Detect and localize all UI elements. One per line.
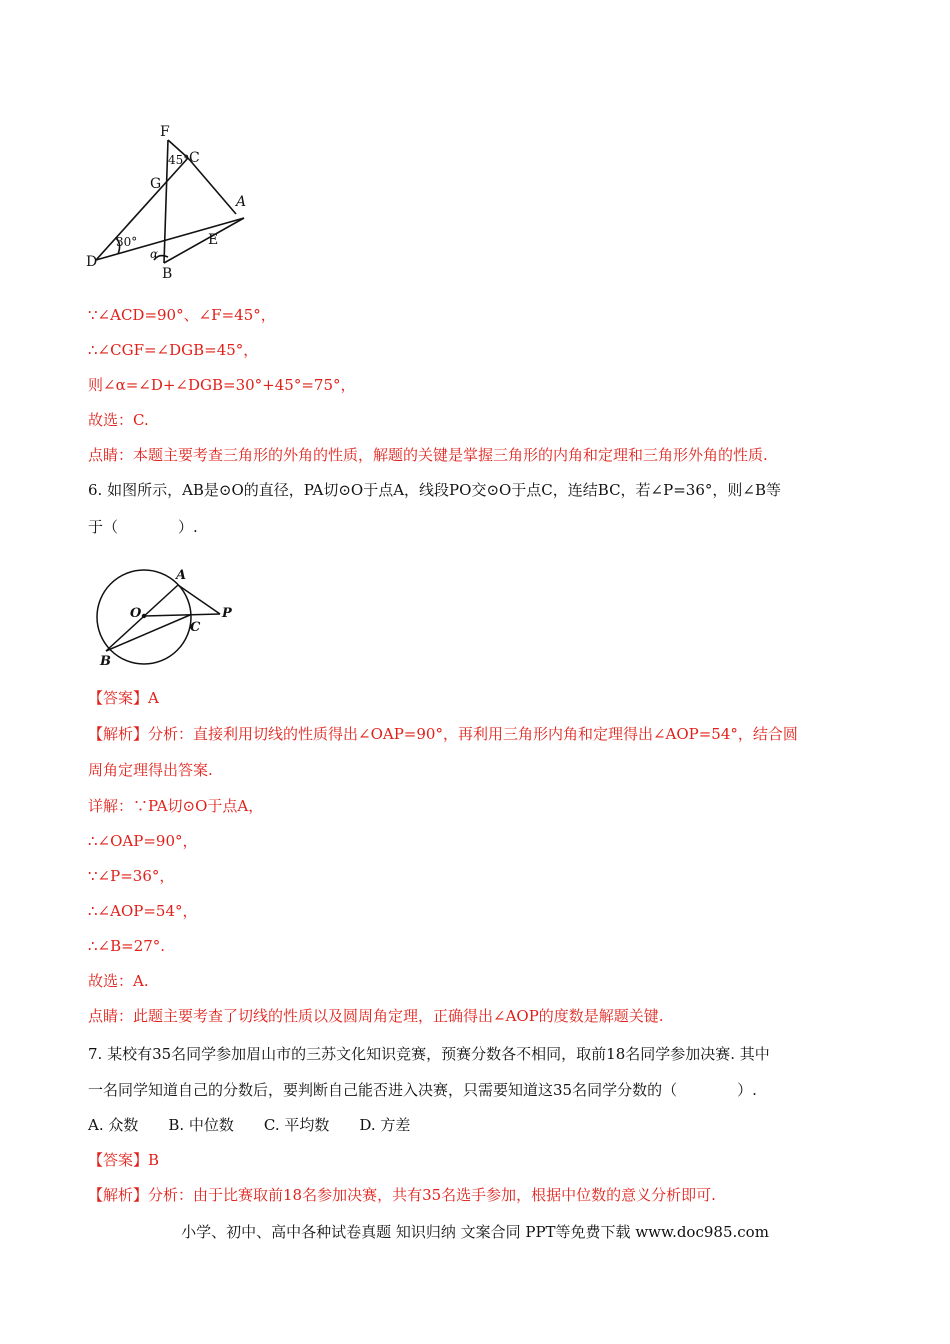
- label-A: A: [236, 194, 247, 210]
- question-7-text: 一名同学知道自己的分数后，要判断自己能否进入决赛，只需要知道这35名同学分数的（ ）.: [88, 1081, 757, 1099]
- label-circle-C: C: [190, 620, 201, 635]
- analysis-text: 周角定理得出答案.: [88, 761, 213, 779]
- solution-text: ∴∠OAP=90°，: [88, 832, 198, 850]
- label-circle-B: B: [100, 654, 111, 669]
- triangle-figure: [84, 120, 254, 280]
- label-E: E: [208, 232, 219, 248]
- label-circle-O: O: [130, 606, 142, 621]
- analysis-text: 【解析】分析：直接利用切线的性质得出∠OAP=90°，再利用三角形内角和定理得出∠AOP=54°，结合圆: [88, 725, 798, 743]
- footer-text: 小学、初中、高中各种试卷真题 知识归纳 文案合同 PPT等免费下载 www.doc985.com: [181, 1223, 769, 1241]
- text-line: ∵∠ACD=90°、∠F=45°，: [88, 306, 276, 324]
- question-7-options: A. 众数 B. 中位数 C. 平均数 D. 方差: [88, 1116, 411, 1134]
- text-line: 点睛：本题主要考查三角形的外角的性质，解题的关键是掌握三角形的内角和定理和三角形外角的性质.: [88, 446, 768, 464]
- answer-label: 【答案】B: [88, 1151, 160, 1169]
- label-F: F: [160, 124, 170, 140]
- text-line: ∴∠CGF=∠DGB=45°，: [88, 341, 259, 359]
- text-line: 故选：C.: [88, 411, 149, 429]
- comment-text: 点睛：此题主要考查了切线的性质以及圆周角定理，正确得出∠AOP的度数是解题关键.: [88, 1007, 664, 1025]
- solution-text: 故选：A.: [88, 972, 149, 990]
- solution-text: ∴∠B=27°.: [88, 937, 166, 955]
- solution-text: 详解：∵PA切⊙O于点A，: [88, 797, 264, 815]
- analysis-text: 【解析】分析：由于比赛取前18名参加决赛，共有35名选手参加，根据中位数的意义分析即可.: [88, 1186, 716, 1204]
- label-circle-P: P: [222, 606, 232, 621]
- label-C: C: [189, 150, 200, 166]
- question-7-text: 7. 某校有35名同学参加眉山市的三苏文化知识竞赛，预赛分数各不相同，取前18名同学参加决赛. 其中: [88, 1045, 770, 1063]
- label-B: B: [162, 266, 173, 280]
- label-angle30: 30°: [116, 235, 138, 249]
- label-D: D: [86, 254, 98, 270]
- question-6-text: 6. 如图所示，AB是⊙O的直径，PA切⊙O于点A，线段PO交⊙O于点C，连结BC，若∠P=36°，则∠B等: [88, 481, 781, 499]
- answer-label: 【答案】A: [88, 689, 159, 707]
- circle-figure: [90, 565, 250, 670]
- label-G: G: [150, 176, 162, 192]
- text-line: 则∠α=∠D+∠DGB=30°+45°=75°，: [88, 376, 356, 394]
- label-alpha: α: [150, 247, 159, 261]
- label-circle-A: A: [176, 568, 187, 583]
- question-6-text: 于（ ）.: [88, 518, 198, 536]
- solution-text: ∴∠AOP=54°，: [88, 902, 198, 920]
- label-angle45: 45°: [168, 153, 190, 167]
- solution-text: ∵∠P=36°，: [88, 867, 175, 885]
